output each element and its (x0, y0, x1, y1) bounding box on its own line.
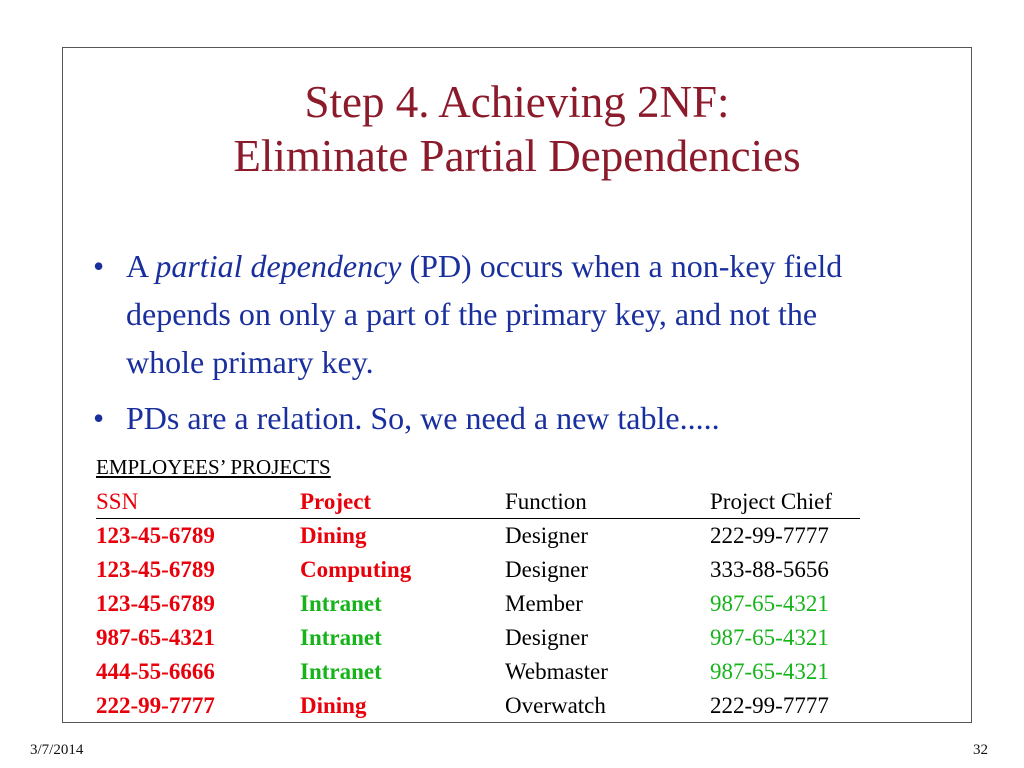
cell-project-chief: 222-99-7777 (710, 693, 829, 718)
cell-function: Designer (505, 625, 589, 650)
cell-project-chief: 987-65-4321 (710, 659, 829, 684)
cell-project-chief: 987-65-4321 (710, 625, 829, 650)
cell-project: Intranet (300, 591, 382, 616)
cell-project: Computing (300, 557, 412, 582)
table-row (96, 689, 860, 723)
bullet-text: PDs are a relation. So, we need a new table..... (126, 400, 720, 436)
bullet-text-post: (PD) occurs when a non-key field depends on only a part of the primary key, and not the whole primary key. (126, 248, 843, 380)
table-header-row (96, 485, 860, 519)
table-row (96, 621, 860, 655)
header-ssn: SSN (96, 485, 300, 519)
cell-project: Intranet (300, 625, 382, 650)
bullet-item-new-table (93, 394, 893, 442)
cell-ssn: 123-45-6789 (96, 557, 215, 582)
header-project-chief: Project Chief (710, 485, 860, 519)
header-function: Function (505, 485, 710, 519)
bullet-dot-icon: • (93, 248, 105, 284)
bullet-item-partial-dependency (93, 242, 893, 386)
cell-function: Member (505, 591, 583, 616)
table-row (96, 519, 860, 554)
cell-project: Intranet (300, 659, 382, 684)
cell-function: Webmaster (505, 659, 608, 684)
cell-function: Designer (505, 523, 589, 548)
bullet-dot-icon: • (93, 400, 105, 436)
footer-page-number: 32 (973, 742, 988, 758)
cell-ssn: 123-45-6789 (96, 591, 215, 616)
title-line-1: Step 4. Achieving 2NF: (304, 77, 730, 127)
footer-date: 3/7/2014 (30, 742, 84, 758)
bullet-text-pre: A (126, 248, 156, 284)
cell-ssn: 444-55-6666 (96, 659, 215, 684)
cell-ssn: 222-99-7777 (96, 693, 215, 718)
title-line-2: Eliminate Partial Dependencies (233, 130, 801, 181)
cell-project-chief: 222-99-7777 (710, 523, 829, 548)
bullet-emphasis: partial dependency (155, 248, 402, 284)
table-row (96, 553, 860, 587)
cell-project: Dining (300, 523, 367, 548)
cell-function: Overwatch (505, 693, 606, 718)
header-project: Project (300, 485, 505, 519)
cell-ssn: 987-65-4321 (96, 625, 215, 650)
slide-title (62, 76, 972, 183)
cell-project-chief: 333-88-5656 (710, 557, 829, 582)
cell-project-chief: 987-65-4321 (710, 591, 829, 616)
table-row (96, 655, 860, 689)
cell-project: Dining (300, 693, 367, 718)
employees-projects-table (96, 485, 860, 723)
table-caption: EMPLOYEES’ PROJECTS (96, 455, 331, 479)
cell-ssn: 123-45-6789 (96, 523, 215, 548)
cell-function: Designer (505, 557, 589, 582)
bullet-list (93, 242, 893, 450)
table-row (96, 587, 860, 621)
